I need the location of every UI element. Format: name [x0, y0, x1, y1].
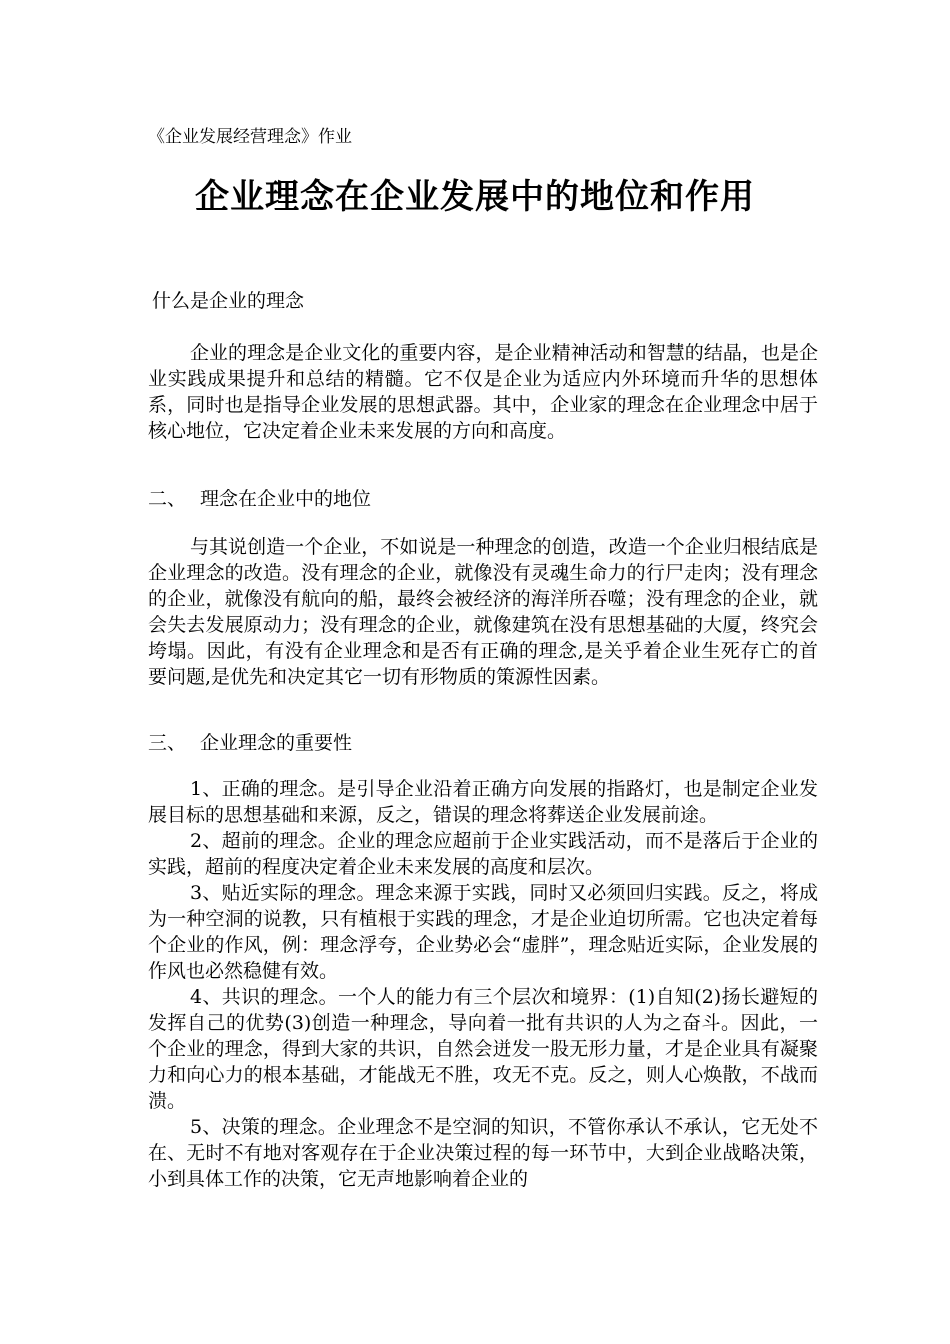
section-what-is-concept	[148, 288, 818, 314]
paragraph: 4、共识的理念。一个人的能力有三个层次和境界：(1)自知(2)扬长避短的发挥自己的优势(3)创造一种理念，导向着一批有共识的人为之奋斗。因此，一个企业的理念，得到大家的共识，自然会迸发一股无形力量，才是企业具有凝聚力和向心力的根本基础，才能战无不胜，攻无不克。反之，则人心焕散，不战而溃。	[148, 986, 818, 1112]
document-title: 企业理念在企业发展中的地位和作用	[195, 177, 755, 217]
section-number: 二、	[148, 488, 187, 510]
section-heading	[148, 486, 818, 512]
section-importance	[148, 730, 818, 756]
section-heading-text: 理念在企业中的地位	[200, 488, 372, 510]
section-heading	[148, 730, 818, 756]
paragraph: 1、正确的理念。是引导企业沿着正确方向发展的指路灯，也是制定企业发展目标的思想基础和来源，反之，错误的理念将葬送企业发展前途。	[148, 778, 818, 826]
paragraph: 3、贴近实际的理念。理念来源于实践，同时又必须回归实践。反之，将成为一种空洞的说教，只有植根于实践的理念，才是企业迫切所需。它也决定着每个企业的作风，例：理念浮夸，企业势必会“虚胖”，理念贴近实际，企业发展的作风也必然稳健有效。	[148, 882, 818, 982]
section-1-body	[148, 340, 818, 444]
paragraph: 与其说创造一个企业，不如说是一种理念的创造，改造一个企业归根结底是企业理念的改造。没有理念的企业，就像没有灵魂生命力的行尸走肉；没有理念的企业，就像没有航向的船，最终会被经济的海洋所吞噬；没有理念的企业，就会失去发展原动力；没有理念的企业，就像建筑在没有思想基础的大厦，终究会垮塌。因此，有没有企业理念和是否有正确的理念,是关乎着企业生死存亡的首要问题,是优先和决定其它一切有形物质的策源性因素。	[148, 536, 818, 688]
section-3-body	[148, 776, 818, 1192]
section-heading: 什么是企业的理念	[152, 290, 305, 312]
paragraph: 2、超前的理念。企业的理念应超前于企业实践活动，而不是落后于企业的实践，超前的程度决定着企业未来发展的高度和层次。	[148, 830, 818, 878]
paragraph: 企业的理念是企业文化的重要内容，是企业精神活动和智慧的结晶，也是企业实践成果提升和总结的精髓。它不仅是企业为适应内外环境而升华的思想体系，同时也是指导企业发展的思想武器。其中，企业家的理念在企业理念中居于核心地位，它决定着企业未来发展的方向和高度。	[148, 342, 818, 442]
section-2-body	[148, 534, 818, 690]
course-label: 《企业发展经营理念》作业	[148, 127, 352, 147]
section-position	[148, 486, 818, 512]
section-number: 三、	[148, 732, 187, 754]
section-heading-text: 企业理念的重要性	[200, 732, 353, 754]
paragraph: 5、决策的理念。企业理念不是空洞的知识，不管你承认不承认，它无处不在、无时不有地对客观存在于企业决策过程的每一环节中，大到企业战略决策，小到具体工作的决策，它无声地影响着企业的	[148, 1116, 818, 1190]
